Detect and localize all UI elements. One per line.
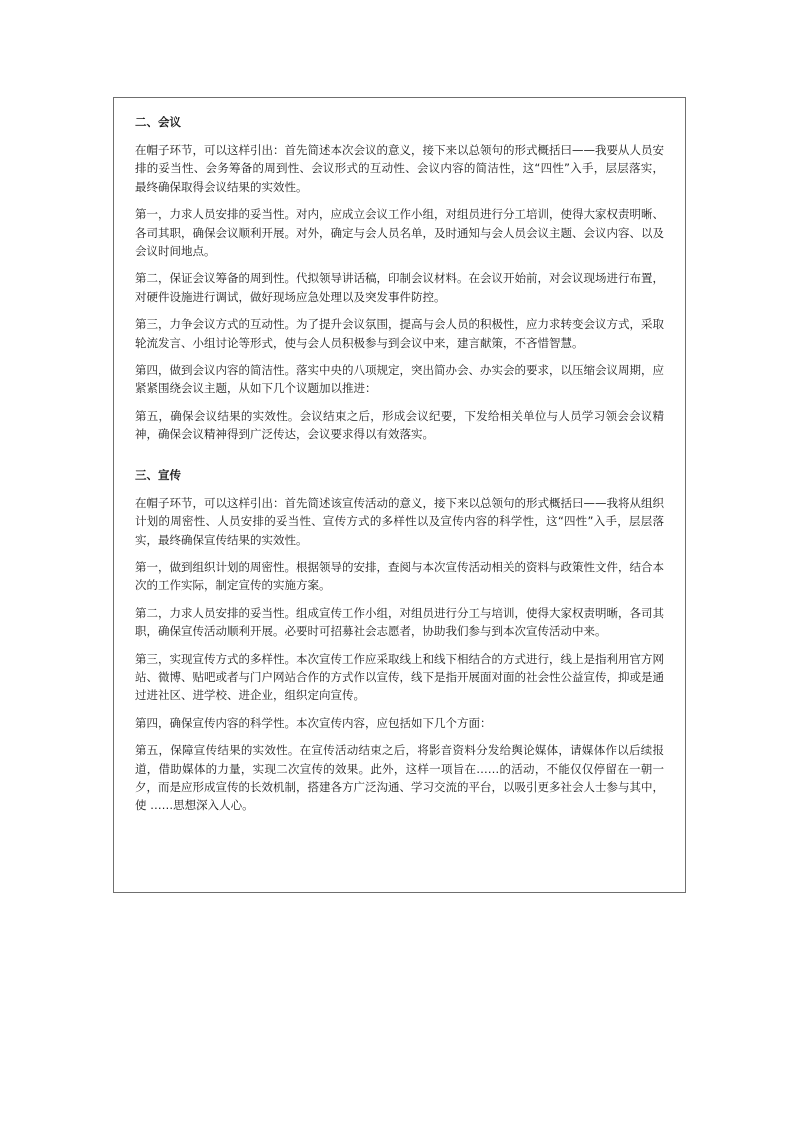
section-heading-publicity: 三、宣传 <box>135 467 181 482</box>
paragraph-meeting-point-2: 第二，保证会议筹备的周到性。代拟领导讲话稿，印制会议材料。在会议开始前，对会议现场进行布置，对硬件设施进行调试，做好现场应急处理以及突发事件防控。 <box>135 271 664 304</box>
paragraph-publicity-point-1: 第一，做到组织计划的周密性。根据领导的安排，查阅与本次宣传活动相关的资料与政策性文件，结合本次的工作实际，制定宣传的实施方案。 <box>135 559 664 593</box>
paragraph-publicity-point-5: 第五，保障宣传结果的实效性。在宣传活动结束之后，将影音资料分发给舆论媒体，请媒体作以后续报道，借助媒体的力量，实现二次宣传的效果。此外，这样一项旨在……的活动，不能仅仅停留在一朝一夕，而是应形成宣传的长效机制，搭建各方广泛沟通、学习交流的平台，以吸引更多社会人士参与其中，使 ……思想深入人心。 <box>135 743 664 813</box>
paragraph-publicity-point-4: 第四，确保宣传内容的科学性。本次宣传内容，应包括如下几个方面： <box>135 715 492 730</box>
paragraph-meeting-point-5: 第五，确保会议结果的实效性。会议结束之后，形成会议纪要，下发给相关单位与人员学习领会会议精神，确保会议精神得到广泛传达，会议要求得以有效落实。 <box>135 408 664 442</box>
paragraph-meeting-intro: 在帽子环节，可以这样引出：首先简述本次会议的意义，接下来以总领句的形式概括曰——我要从人员安排的妥当性、会务筹备的周到性、会议形式的互动性、会议内容的简洁性，这“四性”入手，层层落实，最终确保取得会议结果的实效性。 <box>135 143 664 194</box>
paragraph-publicity-point-3: 第三，实现宣传方式的多样性。本次宣传工作应采取线上和线下相结合的方式进行，线上是指利用官方网站、微博、贴吧或者与门户网站合作的方式作以宣传，线下是指开展面对面的社会性公益宣传，抑或是通过进社区、进学校、进企业，组织定向宣传。 <box>135 651 664 703</box>
paragraph-meeting-point-1: 第一，力求人员安排的妥当性。对内，应成立会议工作小组，对组员进行分工培训，使得大家权责明晰、各司其职，确保会议顺利开展。对外，确定与会人员名单，及时通知与会人员会议主题、会议内容、以及会议时间地点。 <box>135 207 664 259</box>
section-heading-meeting: 二、会议 <box>135 115 181 129</box>
paragraph-meeting-point-4: 第四，做到会议内容的简洁性。落实中央的八项规定，突出简办会、办实会的要求，以压缩会议周期，应紧紧围绕会议主题，从如下几个议题加以推进： <box>135 363 664 396</box>
paragraph-meeting-point-3: 第三，力争会议方式的互动性。为了提升会议氛围，提高与会人员的积极性，应力求转变会议方式，采取轮流发言、小组讨论等形式，使与会人员积极参与到会议中来，建言献策，不吝惜智慧。 <box>135 317 664 350</box>
paragraph-publicity-intro: 在帽子环节，可以这样引出：首先简述该宣传活动的意义，接下来以总领句的形式概括曰——我将从组织计划的周密性、人员安排的妥当性、宣传方式的多样性以及宣传内容的科学性，这“四性”入手，层层落实，最终确保宣传结果的实效性。 <box>135 495 664 547</box>
paragraph-publicity-point-2: 第二，力求人员安排的妥当性。组成宣传工作小组，对组员进行分工与培训，使得大家权责明晰，各司其职，确保宣传活动顺利开展。必要时可招募社会志愿者，协助我们参与到本次宣传活动中来。 <box>135 605 664 639</box>
document-text-box <box>113 97 686 893</box>
